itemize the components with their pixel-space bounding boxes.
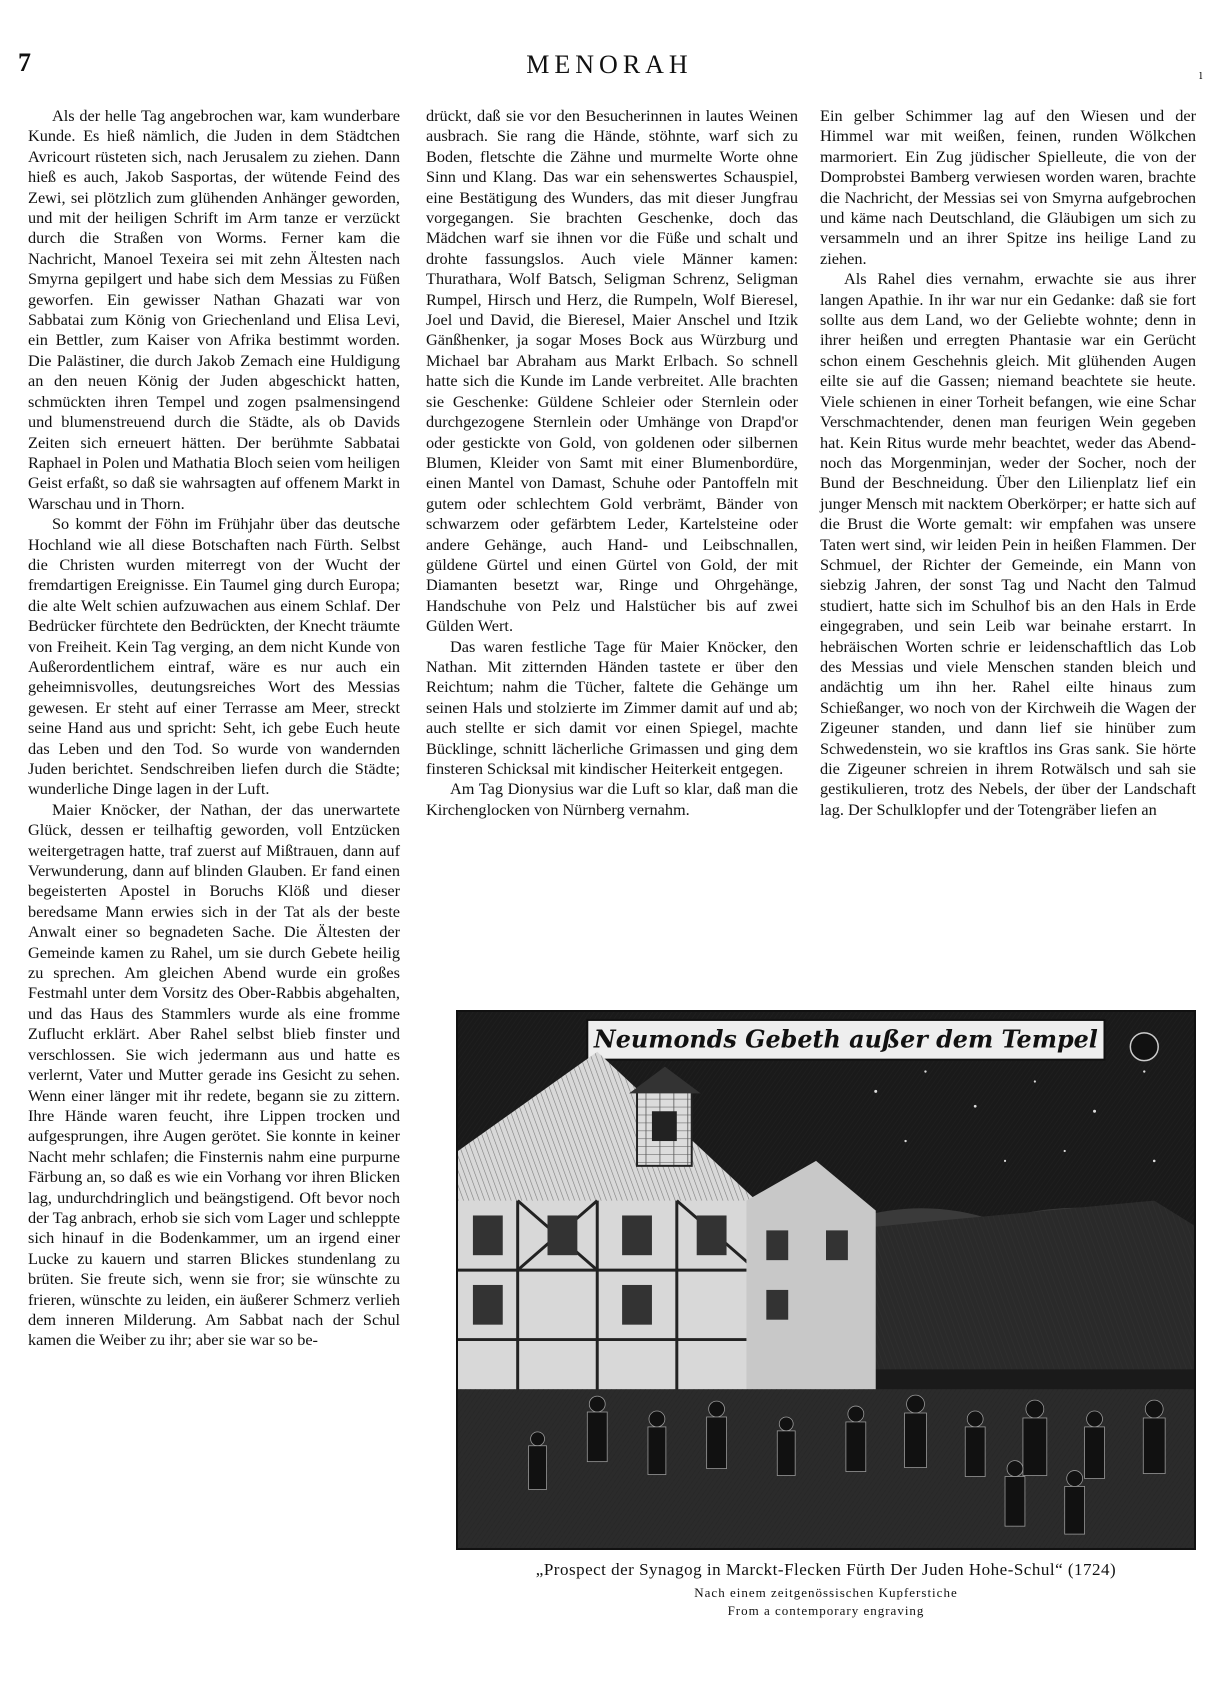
engraving-figure <box>456 1010 1196 1550</box>
paragraph: So kommt der Föhn im Frühjahr über das deutsche Hochland wie all diese Botschaften nach Fürth. Selbst die Christen wurden miterregt von der Wucht der fremdartigen Ereignisse. Ein Taumel ging durch Europa; die alte Welt schien aufzuwachen aus einem Schlaf. Der Bedrücker fürchtete den Bedrückten, der Knecht träumte von Freiheit. Kein Tag verging, an dem nicht Kunde von Außerordentlichem eintraf, wäre es nur auch ein geheimnisvolles, deutungsreiches Wort des Messias gewesen. Er steht auf einer Terrasse am Meer, streckt seine Hand aus und spricht: Seht, ich gebe Euch heute das Leben und den Tod. So wurde von wandernden Juden berichtet. Sendschreiben liefen durch die Städte; wunderliche Dinge lagen in der Luft. <box>28 514 400 799</box>
moon-icon <box>1130 1033 1158 1061</box>
paragraph: Als der helle Tag angebrochen war, kam wunderbare Kunde. Es hieß nämlich, die Juden in dem Städtchen Avricourt rüsteten sich, nach Jerusalem zu ziehen. Dann hieß es auch, Jakob Sasportas, der wütende Feind des Zewi, sei plötzlich zum glühenden Anhänger geworden, und mit der heiligen Schrift im Arm tanze er verzückt durch die Straßen von Worms. Ferner kam die Nachricht, Manoel Texeira sei mit zehn Ältesten nach Smyrna gepilgert und habe sich dem Messias zu Füßen geworfen. Ein gewisser Nathan Ghazati war von Sabbatai zum König von Griechenland und Elisa Levi, ein Bettler, zum Kaiser von Afrika bestimmt worden. Die Palästiner, die durch Jakob Zemach eine Huldigung an den neuen König der Juden abgeschickt hatten, schmückten ihren Tempel und zogen psalmensingend und blumenstreuend durch die Städte, als ob Davids Zeiten sich erneuert hätten. Der berühmte Sabbatai Raphael in Polen und Mathatia Bloch seien vom heiligen Geist erfaßt, so daß sie wahrsagten auf offenem Markt in Warschau und in Thorn. <box>28 106 400 513</box>
engraving-illustration <box>458 1012 1194 1548</box>
text-column-3 <box>820 106 1196 820</box>
paragraph: Das waren festliche Tage für Maier Knöcker, den Nathan. Mit zitternden Händen tastete er über den Reichtum; nahm die Tücher, faltete die Gehänge um seinen Hals und stolzierte im Zimmer damit auf und ab; auch stellte er sich damit vor einen Spiegel, machte Bücklinge, schnitt lächerliche Grimassen und ging dem finsteren Schicksal mit kindischer Heiterkeit entgegen. <box>426 636 798 778</box>
journal-title: MENORAH <box>526 50 693 79</box>
figure-caption-english: From a contemporary engraving <box>727 1603 925 1618</box>
figure-caption-german: Nach einem zeitgenössischen Kupferstiche <box>694 1585 958 1600</box>
paragraph: Als Rahel dies vernahm, erwachte sie aus ihrer langen Apathie. In ihr war nur ein Gedanke: daß sie fort sollte aus dem Land, wo der Geliebte wohnte; denn in ihrer heißen und erregten Phantasie war ein Gerücht schon einem Geschehnis gleich. Mit glühenden Augen eilte sie auf die Gassen; niemand beachtete sie heute. Viele schienen in einer Torheit befangen, wie eine Schar Verschmachtender, denen man feurigen Wein gegeben hat. Kein Ritus wurde mehr beachtet, weder das Abend- noch das Morgenminjan, weder der Socher, noch der Bund der Beschneidung. Über den Lilienplatz lief ein junger Mensch mit nacktem Oberkörper; er hatte sich auf die Brust die Worte gemalt: wir empfahen was unsere Taten wert sind, wir leiden Pein in heißen Flammen. Der Schmuel, der Richter der Gemeinde, ein Mann von siebzig Jahren, der sonst Tag und Nacht den Talmud studiert, hatte sich im Schulhof bis an den Hals in Erde eingegraben, und sein Leib war beinahe erstarrt. In hebräischen Worten schrie er leidenschaftlich das Lob des Messias und viele Menschen standen bleich und andächtig um ihn her. Rahel eilte hinaus zum Schießanger, wo noch von der Kirchweih die Wagen der Zigeuner standen, und dann lief sie hinüber zum Schwedenstein, wo sie kraftlos ins Gras sank. Sie hörte die Zigeuner schreien in ihrem Rotwälsch und sah sie gestikulieren, trotz des Nebels, der über der Landschaft lag. Der Schulklopfer und der Totengräber liefen an <box>820 269 1196 819</box>
figure-caption: „Prospect der Synagog in Marckt-Flecken Fürth Der Juden Hohe-Schul“ (1724) <box>535 1560 1117 1579</box>
page-number: 7 <box>18 48 31 77</box>
paragraph: Maier Knöcker, der Nathan, der das unerwartete Glück, dessen er teilhaftig geworden, voll Entzücken weitergetragen hatte, traf zuerst auf Mißtrauen, dann auf Verwunderung, dann auf blinden Glauben. Er fand einen begeisterten Apostel in Boruchs Klöß und dieser beredsame Mann erwies sich in der Tat als der beste Anwalt einer so begnadeten Sache. Die Ältesten der Gemeinde kamen zu Rahel, um sie durch Gebete heilig zu sprechen. Am gleichen Abend wurde ein großes Festmahl unter dem Vorsitz des Ober-Rabbis abgehalten, und das Haus des Stammlers wurde als eine fromme Zuflucht erklärt. Aber Rahel selbst blieb finster und verschlossen. Sie wich jedermann aus und hatte es verlernt, Vater und Mutter gerade ins Gesicht zu sehen. Wenn einer länger mit ihr redete, begann sie zu zittern. Ihre Hände waren feucht, ihre Lippen trocken und aufgesprungen, ihre Augen gerötet. Sie konnte in keiner Nacht mehr schlafen; die Finsternis nahm eine purpurne Färbung an, so daß es wie ein Vorhang vor ihren Blicken lag, undurchdringlich und beängstigend. Oft bevor noch der Tag anbrach, erhob sie sich vom Lager und schleppte sich hinauf in die Bodenkammer, um an irgend einer Lucke zu kauern und starren Blickes stundenlang zu brüten. Sie freute sich, wenn sie fror; sie wünschte zu frieren, wünschte zu leiden, ein äußerer Schmerz verlieh dem inneren Milderung. Am Sabbat nach der Schul kamen die Weiber zu ihr; aber sie war so be- <box>28 799 400 1350</box>
paragraph: drückt, daß sie vor den Besucherinnen in lautes Weinen ausbrach. Sie rang die Hände, stöhnte, warf sich zu Boden, fletschte die Zähne und murmelte Worte ohne Sinn und Klang. Das war ein sehenswertes Schauspiel, eine Bestätigung des Wunders, das mit dieser Jungfrau vorgegangen. Sie brachten Geschenke, doch das Mädchen warf sie ihnen vor die Füße und schalt und drohte fassungslos. Auch viele Männer kamen: Thurathara, Wolf Batsch, Seligman Schrenz, Seligman Rumpel, Hirsch und Herz, die Rumpeln, Wolf Bieresel, Joel und David, die Bieresel, Maier Anschel und Itzik Gänßhenker, ja sogar Moses Bock aus Würzburg und Michael bar Abraham aus Markt Erlbach. So schnell hatte sich die Kunde im Lande verbreitet. Alle brachten sie Geschenke: Güldene Schleier oder Sternlein oder durchgezogene Sternlein oder Umhänge von Drapd'or oder gestickte von Gold, von goldenen oder silbernen Blumen, Kleider von Samt mit einer Blumenbordüre, einen Mantel von Damast, Schuhe oder Pantoffeln mit gutem oder schlechtem Gold verbrämt, Bänder von schwarzem oder gefärbtem Leder, Kartelsteine oder andere Gehänge, auch Hand- und Leibschnallen, güldene Gürtel und einen Gürtel von Gold, der mit Diamanten besetzt war, Ringe und Ohrgehänge, Handschuhe von Pelz und Halstücher bis auf zwei Gülden Wert. <box>426 106 798 636</box>
paragraph: Am Tag Dionysius war die Luft so klar, daß man die Kirchenglocken von Nürnberg vernahm. <box>426 779 798 819</box>
text-column-2 <box>426 106 798 820</box>
paragraph: Ein gelber Schimmer lag auf den Wiesen und der Himmel war mit weißen, feinen, runden Wölkchen marmoriert. Ein Zug jüdischer Spielleute, die von der Domprobstei Bamberg verwiesen worden waren, brachte die Nachricht, der Messias sei von Smyrna aufgebrochen und käme nach Deutschland, die Gläubigen um sich zu versammeln und an ihrer Spitze ins heilige Land zu ziehen. <box>820 106 1196 268</box>
banner-text: Neumonds Gebeth außer dem Tempel <box>593 1025 1098 1054</box>
corner-mark: ₗ <box>1199 66 1203 83</box>
middle-building <box>746 1161 875 1409</box>
text-column-1 <box>28 106 400 1351</box>
